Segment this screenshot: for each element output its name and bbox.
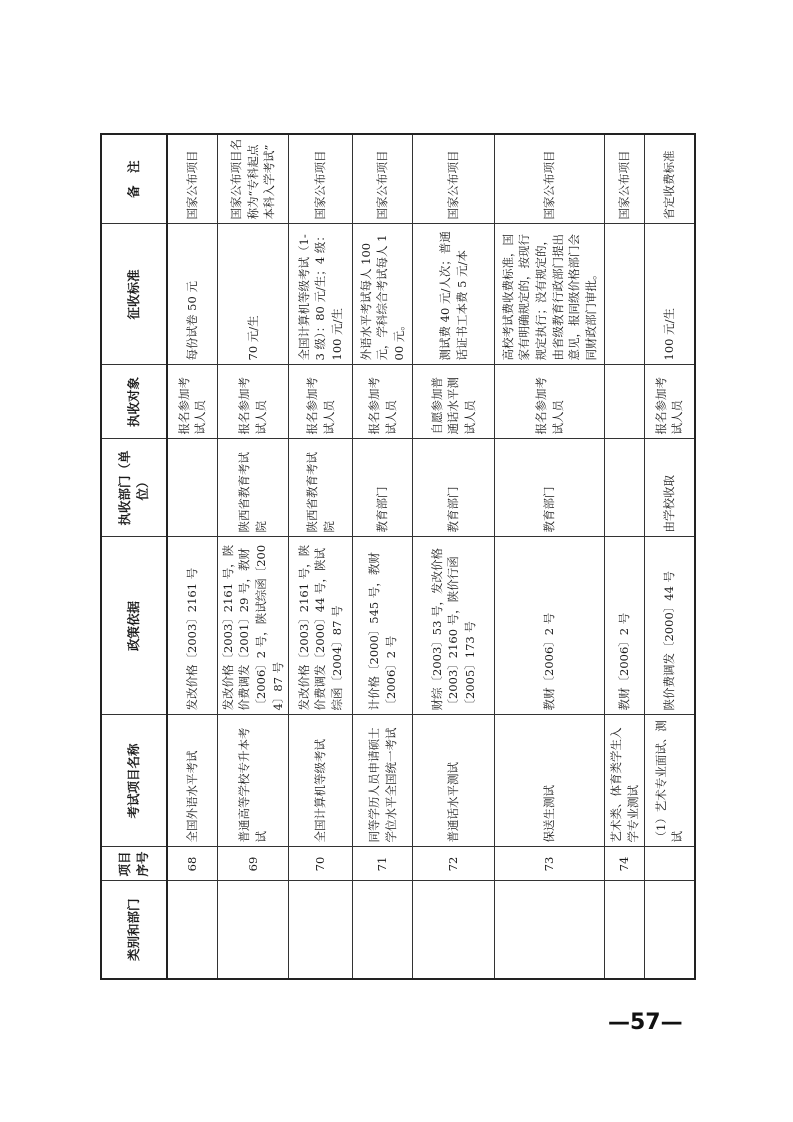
cell-fee-standard: 每份试卷 50 元 [167,224,217,365]
cell-fee-standard: 70 元/生 [217,224,289,365]
cell-category [413,881,495,979]
exam-fee-table [100,133,696,980]
cell-exam-name: 同等学历人员申请硕士学位水平全国统一考试 [353,715,413,847]
cell-item-number: 68 [167,847,217,881]
header-category: 类别和部门 [101,881,167,979]
cell-fee-payer: 报名参加考试人员 [289,365,353,439]
cell-remarks: 国家公布项目 [353,134,413,224]
fee-table-container [100,135,687,980]
cell-fee-standard [605,224,645,365]
cell-remarks: 国家公布项目 [605,134,645,224]
cell-collecting-dept: 教育部门 [353,439,413,537]
cell-policy-basis: 陕价费调发〔2000〕44 号 [645,537,695,715]
cell-category [645,881,695,979]
cell-collecting-dept: 教育部门 [413,439,495,537]
cell-exam-name: 全国计算机等级考试 [289,715,353,847]
cell-category [217,881,289,979]
header-exam-name: 考试项目名称 [101,715,167,847]
cell-category [605,881,645,979]
cell-item-number: 69 [217,847,289,881]
table-row [167,134,217,979]
cell-fee-standard: 高校考试费收费标准，国家有明确规定的，按现行规定执行；没有规定的，由省级教育行政部门提出意见，报同级价格部门会同财政部门审批。 [495,224,605,365]
cell-policy-basis: 发改价格〔2003〕2161 号 [167,537,217,715]
cell-fee-payer: 报名参加考试人员 [495,365,605,439]
cell-fee-standard: 100 元/生 [645,224,695,365]
cell-collecting-dept: 由学校收取 [645,439,695,537]
cell-policy-basis: 发改价格〔2003〕2161 号，陕价费调发〔2001〕29 号，教财〔2006〕2 号，陕试综函〔2004〕87 号 [217,537,289,715]
table-row [645,134,695,979]
header-remarks: 备 注 [101,134,167,224]
cell-policy-basis: 发改价格〔2003〕2161 号，陕价费调发〔2000〕44 号，陕试综函〔2004〕87 号 [289,537,353,715]
cell-remarks: 国家公布项目 [495,134,605,224]
cell-category [289,881,353,979]
cell-item-number: 72 [413,847,495,881]
cell-remarks: 国家公布项目名称为“专科起点本科入学考试” [217,134,289,224]
cell-exam-name: 艺术类、体育类学生入学专业测试 [605,715,645,847]
cell-fee-payer: 报名参加考试人员 [353,365,413,439]
cell-policy-basis: 计价格〔2000〕545 号，教财〔2006〕2 号 [353,537,413,715]
table-row [605,134,645,979]
header-policy-basis: 政策依据 [101,537,167,715]
cell-policy-basis: 教财〔2006〕2 号 [605,537,645,715]
table-row [353,134,413,979]
table-row [217,134,289,979]
cell-remarks: 国家公布项目 [289,134,353,224]
cell-exam-name: 普通话水平测试 [413,715,495,847]
cell-category [495,881,605,979]
cell-exam-name: 普通高等学校专升本考试 [217,715,289,847]
cell-exam-name: （1）艺术专业面试、测试 [645,715,695,847]
header-fee-standard: 征收标准 [101,224,167,365]
table-row [495,134,605,979]
cell-collecting-dept [605,439,645,537]
cell-remarks: 国家公布项目 [413,134,495,224]
table-header-row [101,134,167,979]
cell-item-number: 71 [353,847,413,881]
cell-item-number: 74 [605,847,645,881]
table-row [289,134,353,979]
cell-fee-payer [605,365,645,439]
cell-policy-basis: 教财〔2006〕2 号 [495,537,605,715]
cell-fee-payer: 报名参加考试人员 [217,365,289,439]
cell-item-number [645,847,695,881]
cell-fee-standard: 外语水平考试每人 100 元，学科综合考试每人 100 元。 [353,224,413,365]
cell-collecting-dept: 陕西省教育考试院 [289,439,353,537]
cell-fee-standard: 全国计算机等级考试（1-3 级）：80 元/生；4 级：100 元/生 [289,224,353,365]
cell-exam-name: 全国外语水平考试 [167,715,217,847]
cell-policy-basis: 财综〔2003〕53 号，发改价格〔2003〕2160 号，陕价行函〔2005〕173 号 [413,537,495,715]
cell-item-number: 73 [495,847,605,881]
header-item-number: 项目序号 [101,847,167,881]
rotated-table-frame [100,135,687,980]
cell-fee-payer: 自愿参加普通话水平测试人员 [413,365,495,439]
header-collecting-dept: 执收部门（单位） [101,439,167,537]
cell-collecting-dept: 教育部门 [495,439,605,537]
cell-item-number: 70 [289,847,353,881]
cell-fee-standard: 测试费 40 元/人次；普通话证书工本费 5 元/本 [413,224,495,365]
cell-remarks: 国家公布项目 [167,134,217,224]
cell-fee-payer: 报名参加考试人员 [645,365,695,439]
cell-category [353,881,413,979]
table-row [413,134,495,979]
cell-collecting-dept [167,439,217,537]
cell-category [167,881,217,979]
cell-collecting-dept: 陕西省教育考试院 [217,439,289,537]
header-fee-payer: 执收对象 [101,365,167,439]
cell-exam-name: 保送生测试 [495,715,605,847]
page-number: —57— [608,1010,683,1035]
cell-fee-payer: 报名参加考试人员 [167,365,217,439]
cell-remarks: 省定收费标准 [645,134,695,224]
